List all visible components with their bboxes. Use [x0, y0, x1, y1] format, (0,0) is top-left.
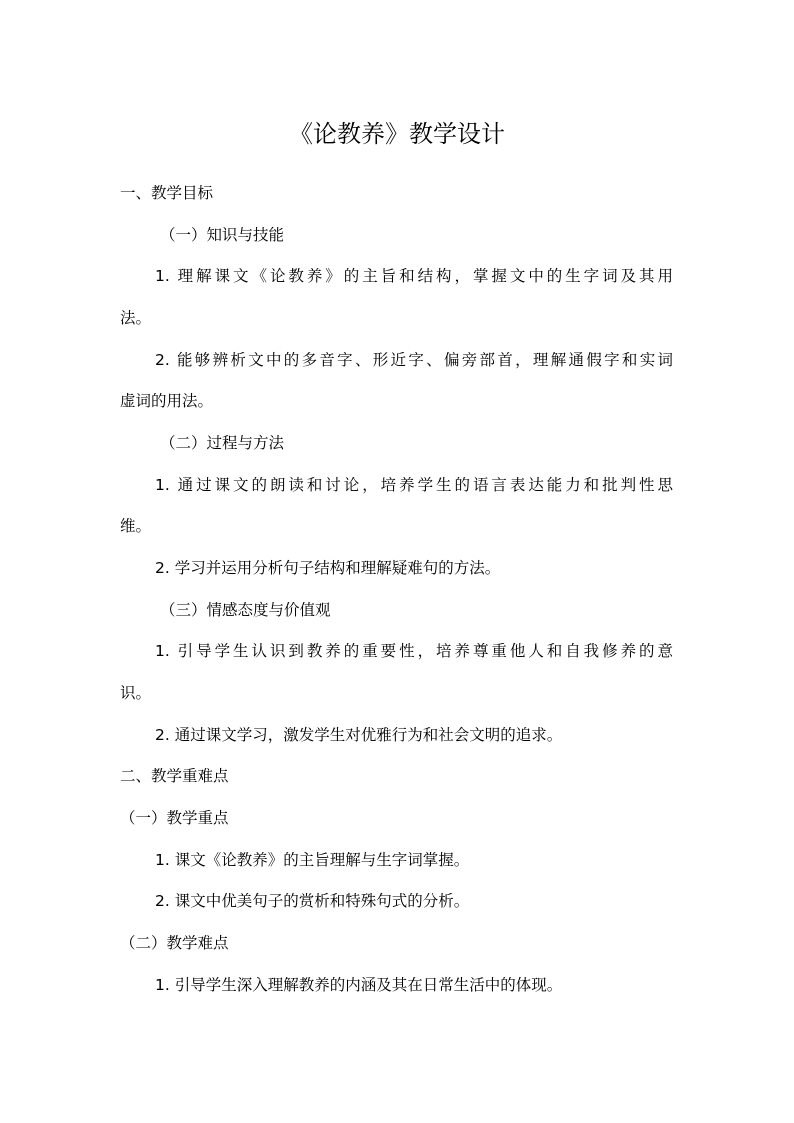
paragraph-line: 2. 能够辨析文中的多音字、形近字、偏旁部首，理解通假字和实词: [155, 351, 673, 369]
paragraph-line: 2. 学习并运用分析句子结构和理解疑难句的方法。: [155, 559, 501, 577]
paragraph-line: 虚词的用法。: [120, 392, 214, 410]
paragraph-line: 法。: [120, 309, 152, 327]
paragraph-line: 1. 课文《论教养》的主旨理解与生字词掌握。: [155, 851, 470, 869]
page-title: 《论教养》教学设计: [289, 120, 505, 148]
subsection-heading-emotions-values: （三）情感态度与价值观: [160, 601, 331, 619]
subsection-heading-key-points: （一）教学重点: [120, 809, 229, 827]
paragraph-line: 识。: [120, 684, 152, 702]
section-heading-teaching-goals: 一、教学目标: [120, 184, 214, 202]
subsection-heading-process-methods: （二）过程与方法: [160, 434, 285, 452]
paragraph-line: 2. 通过课文学习，激发学生对优雅行为和社会文明的追求。: [155, 726, 563, 744]
paragraph-line: 1. 理解课文《论教养》的主旨和结构，掌握文中的生字词及其用: [155, 267, 673, 285]
section-heading-key-difficult-points: 二、教学重难点: [120, 767, 229, 785]
subsection-heading-knowledge-skills: （一）知识与技能: [160, 226, 285, 244]
paragraph-line: 2. 课文中优美句子的赏析和特殊句式的分析。: [155, 892, 470, 910]
paragraph-line: 1. 引导学生认识到教养的重要性，培养尊重他人和自我修养的意: [155, 642, 673, 660]
paragraph-line: 1. 通过课文的朗读和讨论，培养学生的语言表达能力和批判性思: [155, 476, 673, 494]
paragraph-line: 1. 引导学生深入理解教养的内涵及其在日常生活中的体现。: [155, 976, 563, 994]
subsection-heading-difficult-points: （二）教学难点: [120, 934, 229, 952]
paragraph-line: 维。: [120, 517, 152, 535]
